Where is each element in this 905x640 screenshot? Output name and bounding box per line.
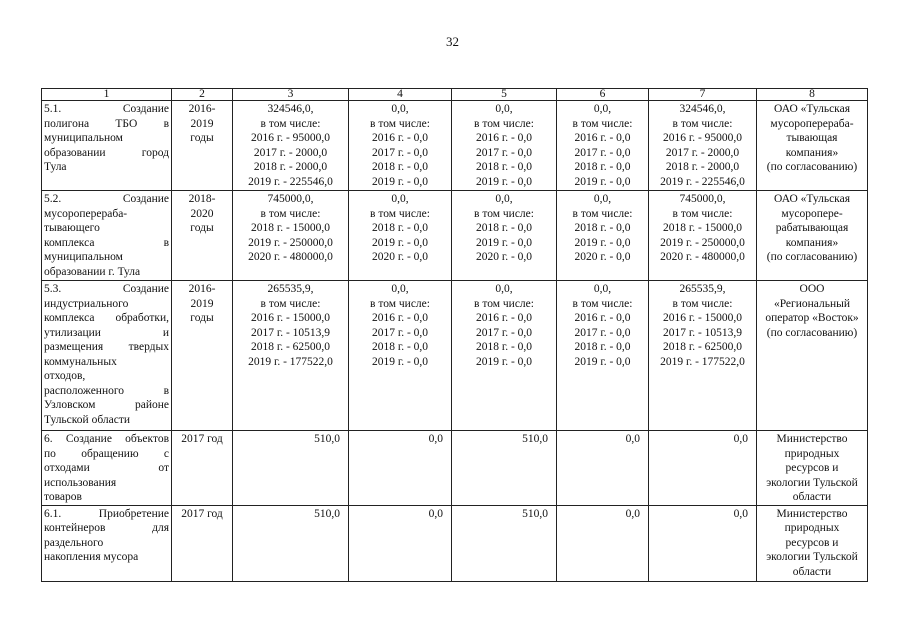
org-line: экологии Тульской	[766, 476, 858, 489]
header-cell: 4	[349, 89, 452, 101]
activity-name-cell	[42, 191, 172, 281]
amount-line: 2018 г. - 0,0	[371, 341, 429, 353]
amount-line: 2017 г. - 2000,0	[665, 146, 740, 159]
header-cell: 8	[757, 89, 868, 101]
amount-line: 2020 г. - 0,0	[475, 251, 533, 263]
amount-cell-c6	[557, 281, 649, 431]
amount-line: 2017 г. - 0,0	[475, 146, 533, 159]
activity-name-line: по обращению с	[44, 447, 169, 460]
period-line: годы	[190, 222, 214, 234]
org-line: природных	[784, 522, 840, 534]
activity-name-line: Узловском районе	[44, 399, 169, 411]
amount-cell-c6	[557, 101, 649, 191]
activity-name-line: раздельного	[44, 536, 104, 549]
period-line: 2017 год	[181, 507, 223, 520]
amount-line: 2017 г. - 2000,0	[253, 146, 328, 159]
amount-cell-c6	[557, 191, 649, 281]
amount-line: 2019 г. - 225546,0	[248, 175, 333, 188]
amount-cell-c7	[649, 505, 757, 581]
amount-line: 2019 г. - 177522,0	[248, 355, 333, 368]
amount-line: 2016 г. - 95000,0	[250, 132, 331, 144]
amount-line: 0,0,	[593, 193, 612, 205]
org-line: ООО	[799, 283, 825, 295]
amount-line: 2020 г. - 0,0	[371, 251, 429, 263]
activity-name-cell	[42, 505, 172, 581]
responsible-org-cell	[757, 281, 868, 431]
activity-name-line: 6. Создание объектов	[44, 433, 169, 445]
org-line: ОАО «Тульская	[774, 193, 850, 205]
amount-line: 2017 г. - 0,0	[574, 146, 631, 159]
amount-line: 0,0,	[391, 283, 409, 295]
amount-line: 0,0	[625, 507, 640, 520]
amount-line: 2019 г. - 250000,0	[248, 236, 333, 249]
amount-line: в том числе:	[474, 297, 534, 310]
responsible-org-cell	[757, 191, 868, 281]
page-number: 32	[446, 34, 459, 49]
amount-cell-c3	[233, 101, 349, 191]
amount-line: 2019 г. - 0,0	[574, 355, 631, 368]
activity-name-line: образовании город	[44, 146, 169, 159]
header-cell: 7	[649, 89, 757, 101]
period-cell	[172, 191, 233, 281]
org-line: мусороперераба-	[770, 117, 854, 130]
amount-cell-c4	[349, 191, 452, 281]
amount-line: 0,0	[625, 433, 640, 445]
amount-cell-c4	[349, 431, 452, 506]
amount-line: 2019 г. - 0,0	[371, 355, 429, 368]
amount-line: 2017 г. - 0,0	[371, 326, 429, 339]
amount-line: 2016 г. - 95000,0	[662, 132, 743, 144]
org-line: природных	[784, 447, 840, 460]
amount-line: 324546,0,	[267, 103, 314, 115]
org-line: оператор «Восток»	[765, 312, 859, 324]
amount-line: в том числе:	[672, 297, 733, 310]
amount-line: 0,0,	[391, 103, 409, 115]
amount-cell-c4	[349, 281, 452, 431]
funding-table	[41, 88, 868, 582]
amount-line: 2018 г. - 2000,0	[665, 161, 740, 173]
amount-cell-c3	[233, 505, 349, 581]
table-header-row	[42, 89, 868, 101]
activity-name-line: полигона ТБО в	[44, 117, 169, 130]
amount-line: 2020 г. - 480000,0	[248, 251, 333, 263]
amount-line: 2018 г. - 62500,0	[250, 341, 331, 353]
amount-line: в том числе:	[572, 297, 633, 310]
header-cell: 5	[452, 89, 557, 101]
amount-line: 510,0	[522, 507, 548, 520]
activity-name-line: отходами от	[44, 462, 169, 474]
amount-line: 2016 г. - 0,0	[371, 312, 429, 324]
activity-name-line: накопления мусора	[44, 551, 139, 563]
period-line: 2018-	[188, 193, 216, 205]
amount-line: 2018 г. - 0,0	[574, 341, 631, 353]
amount-line: 2018 г. - 15000,0	[250, 222, 331, 234]
period-line: 2020	[190, 207, 214, 220]
activity-name-line: утилизации и	[44, 326, 169, 339]
org-line: области	[792, 491, 832, 503]
org-line: тывающая	[786, 132, 838, 144]
activity-name-line: тывающего	[44, 222, 100, 234]
period-line: 2019	[190, 117, 214, 130]
amount-line: 2020 г. - 480000,0	[660, 251, 745, 263]
amount-line: 745000,0,	[679, 193, 726, 205]
activity-name-line: коммунальных	[44, 355, 117, 368]
amount-line: 2017 г. - 0,0	[475, 326, 533, 339]
org-line: ресурсов и	[785, 462, 839, 474]
amount-cell-c7	[649, 281, 757, 431]
amount-line: 2018 г. - 0,0	[371, 222, 429, 234]
amount-line: 2018 г. - 0,0	[475, 222, 533, 234]
period-line: 2019	[190, 297, 214, 310]
header-cell: 3	[233, 89, 349, 101]
org-line: «Региональный	[773, 297, 851, 310]
amount-line: 2018 г. - 0,0	[574, 161, 631, 173]
period-line: 2017 год	[181, 433, 223, 445]
table-row	[42, 191, 868, 281]
amount-line: 2019 г. - 0,0	[371, 175, 429, 188]
activity-name-line: Тульской области	[44, 413, 131, 426]
table-row	[42, 431, 868, 506]
amount-line: в том числе:	[672, 117, 733, 130]
period-cell	[172, 281, 233, 431]
activity-name-line: 6.1. Приобретение	[44, 507, 169, 520]
activity-name-line: использования	[44, 476, 117, 489]
table-row	[42, 101, 868, 191]
activity-name-line: расположенного в	[44, 384, 169, 397]
activity-name-line: товаров	[44, 491, 82, 503]
activity-name-line: муниципальном	[44, 251, 123, 263]
amount-line: 2018 г. - 62500,0	[662, 341, 743, 353]
amount-cell-c3	[233, 281, 349, 431]
amount-line: в том числе:	[370, 207, 430, 220]
amount-line: 0,0	[428, 507, 443, 520]
amount-line: в том числе:	[572, 117, 633, 130]
amount-line: 2016 г. - 0,0	[475, 312, 533, 324]
amount-line: 2019 г. - 250000,0	[660, 236, 745, 249]
amount-cell-c4	[349, 101, 452, 191]
org-line: Министерство	[776, 433, 848, 445]
table-row	[42, 505, 868, 581]
amount-line: 0,0,	[593, 283, 612, 295]
header-cell: 1	[42, 89, 172, 101]
amount-line: 2016 г. - 0,0	[371, 132, 429, 144]
org-line: ОАО «Тульская	[774, 103, 850, 115]
activity-name-line: отходов,	[44, 370, 86, 382]
amount-line: 265535,9,	[679, 283, 726, 295]
responsible-org-cell	[757, 505, 868, 581]
amount-cell-c4	[349, 505, 452, 581]
org-line: (по согласованию)	[766, 251, 858, 263]
activity-name-line: муниципальном	[44, 132, 123, 144]
period-line: 2016-	[188, 283, 216, 295]
amount-line: 0,0	[733, 507, 748, 520]
amount-line: 2019 г. - 0,0	[475, 355, 533, 368]
header-cell: 6	[557, 89, 649, 101]
amount-line: 2017 г. - 10513,9	[250, 326, 331, 339]
amount-cell-c3	[233, 191, 349, 281]
amount-line: в том числе:	[572, 207, 633, 220]
amount-line: 2019 г. - 0,0	[371, 236, 429, 249]
table-row	[42, 281, 868, 431]
activity-name-cell	[42, 101, 172, 191]
org-line: (по согласованию)	[766, 161, 858, 173]
amount-line: 2017 г. - 10513,9	[662, 326, 743, 339]
amount-line: в том числе:	[260, 207, 321, 220]
amount-line: в том числе:	[260, 117, 321, 130]
amount-line: 2018 г. - 15000,0	[662, 222, 743, 234]
amount-line: 0,0,	[495, 283, 513, 295]
activity-name-line: размещения твердых	[44, 341, 169, 353]
period-cell	[172, 101, 233, 191]
amount-line: 510,0	[314, 507, 340, 520]
header-cell: 2	[172, 89, 233, 101]
amount-line: 745000,0,	[267, 193, 314, 205]
amount-line: 2018 г. - 0,0	[475, 161, 533, 173]
amount-line: 2018 г. - 0,0	[574, 222, 631, 234]
org-line: экологии Тульской	[766, 551, 858, 563]
amount-line: 2019 г. - 225546,0	[660, 175, 745, 188]
amount-line: в том числе:	[260, 297, 321, 310]
amount-line: 324546,0,	[679, 103, 726, 115]
amount-cell-c3	[233, 431, 349, 506]
amount-line: 2018 г. - 0,0	[371, 161, 429, 173]
org-line: Министерство	[776, 507, 848, 520]
amount-cell-c5	[452, 431, 557, 506]
amount-cell-c5	[452, 191, 557, 281]
amount-cell-c7	[649, 431, 757, 506]
amount-line: 2016 г. - 0,0	[475, 132, 533, 144]
activity-name-line: мусороперераба-	[44, 207, 128, 220]
amount-line: 0,0,	[593, 103, 612, 115]
period-cell	[172, 505, 233, 581]
amount-line: 0,0,	[495, 193, 513, 205]
amount-line: 0,0,	[495, 103, 513, 115]
activity-name-line: контейнеров для	[44, 522, 169, 534]
activity-name-line: индустриального	[44, 297, 129, 310]
amount-line: в том числе:	[474, 207, 534, 220]
amount-cell-c5	[452, 281, 557, 431]
amount-line: в том числе:	[672, 207, 733, 220]
amount-line: 2019 г. - 0,0	[475, 236, 533, 249]
amount-line: 510,0	[314, 433, 340, 445]
amount-cell-c5	[452, 101, 557, 191]
org-line: рабатывающая	[775, 222, 849, 234]
amount-line: 2020 г. - 0,0	[574, 251, 631, 263]
period-line: 2016-	[188, 103, 216, 115]
amount-line: 0,0	[733, 433, 748, 445]
amount-cell-c5	[452, 505, 557, 581]
amount-line: 0,0	[428, 433, 443, 445]
amount-line: 510,0	[522, 433, 548, 445]
amount-line: 2017 г. - 0,0	[371, 146, 429, 159]
responsible-org-cell	[757, 431, 868, 506]
org-line: ресурсов и	[785, 536, 839, 549]
org-line: области	[792, 565, 832, 578]
amount-line: в том числе:	[474, 117, 534, 130]
activity-name-line: 5.2. Создание	[44, 193, 169, 205]
amount-line: 0,0,	[391, 193, 409, 205]
amount-line: 2016 г. - 15000,0	[662, 312, 743, 324]
org-line: компания»	[785, 236, 839, 249]
org-line: компания»	[785, 146, 839, 159]
period-line: годы	[190, 132, 214, 144]
activity-name-cell	[42, 431, 172, 506]
org-line: (по согласованию)	[766, 326, 858, 339]
activity-name-line: 5.3. Создание	[44, 283, 169, 295]
activity-name-line: Тула	[44, 161, 67, 173]
amount-line: 2017 г. - 0,0	[574, 326, 631, 339]
activity-name-line: комплекса в	[44, 236, 169, 249]
amount-line: 2019 г. - 0,0	[574, 236, 631, 249]
activity-name-line: комплекса обработки,	[44, 312, 169, 324]
activity-name-line: 5.1. Создание	[44, 103, 169, 115]
amount-line: 2016 г. - 0,0	[574, 312, 631, 324]
amount-line: 2019 г. - 177522,0	[660, 355, 745, 368]
responsible-org-cell	[757, 101, 868, 191]
amount-cell-c6	[557, 505, 649, 581]
period-cell	[172, 431, 233, 506]
amount-line: 265535,9,	[267, 283, 314, 295]
amount-line: 2016 г. - 0,0	[574, 132, 631, 144]
amount-cell-c7	[649, 191, 757, 281]
activity-name-cell	[42, 281, 172, 431]
amount-line: 2018 г. - 0,0	[475, 341, 533, 353]
amount-line: 2016 г. - 15000,0	[250, 312, 331, 324]
org-line: мусоропере-	[781, 207, 843, 220]
period-line: годы	[190, 312, 214, 324]
amount-line: в том числе:	[370, 297, 430, 310]
amount-cell-c6	[557, 431, 649, 506]
amount-line: в том числе:	[370, 117, 430, 130]
amount-cell-c7	[649, 101, 757, 191]
amount-line: 2019 г. - 0,0	[574, 175, 631, 188]
amount-line: 2019 г. - 0,0	[475, 175, 533, 188]
amount-line: 2018 г. - 2000,0	[253, 161, 328, 173]
activity-name-line: образовании г. Тула	[44, 265, 141, 278]
